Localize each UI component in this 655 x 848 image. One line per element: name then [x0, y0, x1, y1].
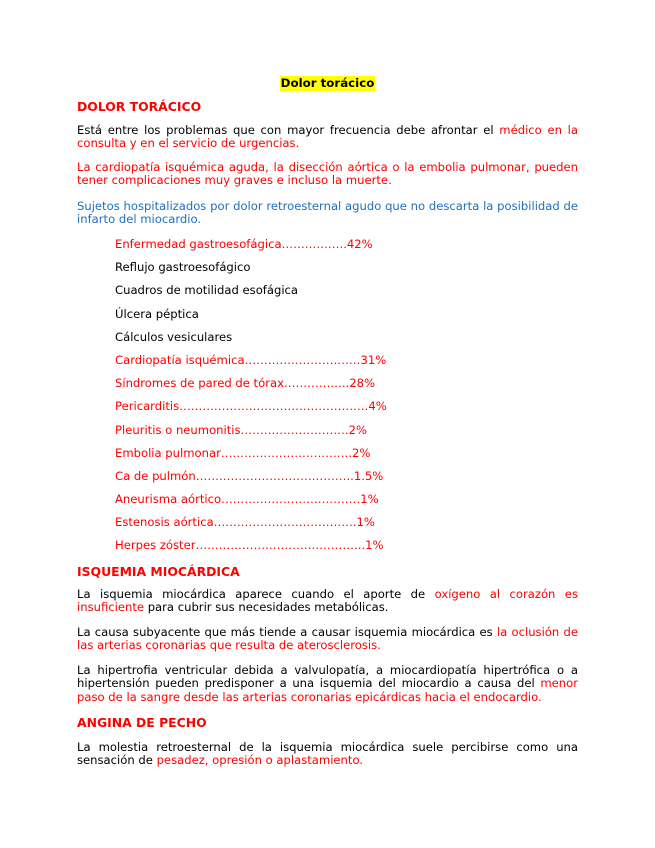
paragraph-isquemia-3-text: La hipertrofia ventricular debida a valvulopatía, a miocardiopatía hipertrófica o a hipertensión pueden predisponer a una isquemia del miocardio a causa del: [77, 663, 578, 691]
list-item: Embolia pulmonar…………………………….2%: [115, 445, 371, 460]
paragraph-angina-highlight: pesadez, opresión o aplastamiento.: [156, 753, 364, 768]
list-item: Enfermedad gastroesofágica……………..42%: [115, 237, 373, 251]
list-item: Estenosis aórtica……………………………….1%: [115, 515, 375, 530]
title-wrap: [77, 76, 578, 91]
heading-angina: ANGINA DE PECHO: [77, 715, 207, 730]
paragraph-isquemia-1-highlight: oxígeno al corazón es insuficiente: [77, 587, 578, 615]
paragraph-complications: La cardiopatía isquémica aguda, la disección aórtica o la embolia pulmonar, pueden tener complicaciones muy graves e incluso la muerte.: [77, 160, 578, 188]
paragraph-isquemia-1: [77, 588, 578, 615]
paragraph-intro-highlight: médico en la consulta y en el servicio de urgencias.: [77, 123, 579, 151]
list-item: Cardiopatía isquémica…………………………31%: [115, 352, 387, 367]
paragraph-intro: [77, 124, 578, 151]
list-item: Pleuritis o neumonitis……………………….2%: [115, 422, 367, 437]
paragraph-hospitalized: Sujetos hospitalizados por dolor retroesternal agudo que no descarta la posibilidad de infarto del miocardio.: [77, 199, 578, 227]
paragraph-isquemia-2-text: La causa subyacente que más tiende a causar isquemia miocárdica es: [77, 625, 497, 639]
paragraph-isquemia-3: [77, 664, 578, 704]
paragraph-isquemia-1-text-c: para cubrir sus necesidades metabólicas.: [144, 600, 389, 615]
list-item: Herpes zóster……………………………………..1%: [115, 538, 384, 553]
list-item: Cálculos vesiculares: [115, 329, 233, 344]
heading-isquemia: ISQUEMIA MIOCÁRDICA: [77, 564, 240, 579]
paragraph-isquemia-2: [77, 626, 578, 653]
list-item: Aneurisma aórtico………………………………1%: [115, 492, 379, 507]
paragraph-isquemia-3-highlight: menor paso de la sangre desde las arterias coronarias epicárdicas hacia el endocardio.: [77, 676, 578, 704]
heading-dolor-toracico: DOLOR TORÁCICO: [77, 99, 202, 114]
page-title: Dolor torácico: [280, 76, 375, 90]
paragraph-isquemia-1-text-a: La isquemia miocárdica aparece cuando el aporte de: [77, 587, 435, 601]
list-item: Reflujo gastroesofágico: [115, 260, 251, 275]
list-item: Síndromes de pared de tórax……………..28%: [115, 376, 376, 391]
list-item: Pericarditis………………………………………….4%: [115, 399, 387, 414]
causes-list: [115, 237, 387, 562]
list-item: Cuadros de motilidad esofágica: [115, 283, 299, 298]
paragraph-intro-text: Está entre los problemas que con mayor frecuencia debe afrontar el: [77, 123, 500, 137]
paragraph-angina-text: La molestia retroesternal de la isquemia miocárdica suele percibirse como una sensación de: [77, 740, 578, 768]
paragraph-isquemia-2-highlight: la oclusión de las arterias coronarias que resulta de aterosclerosis.: [77, 625, 578, 653]
paragraph-angina: [77, 741, 578, 768]
list-item: Úlcera péptica: [115, 306, 199, 321]
list-item: Ca de pulmón…………………………………..1.5%: [115, 468, 384, 483]
